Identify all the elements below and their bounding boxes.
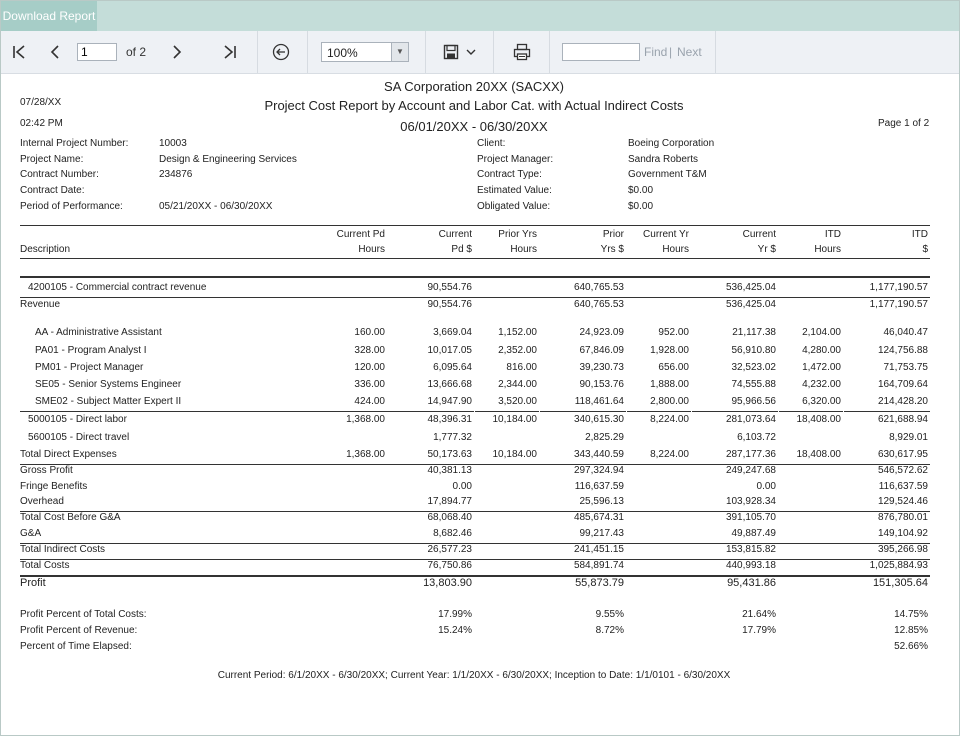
info-value: Sandra Roberts bbox=[628, 154, 699, 165]
row-value: 120.00 bbox=[354, 362, 385, 373]
row-value: 49,887.49 bbox=[731, 528, 776, 539]
row-value: 8,224.00 bbox=[650, 414, 689, 425]
row-value: 485,674.31 bbox=[573, 512, 624, 523]
save-icon bbox=[443, 44, 459, 60]
row-value: 621,688.94 bbox=[877, 414, 928, 425]
report-date: 07/28/XX bbox=[20, 97, 62, 108]
info-value: Design & Engineering Services bbox=[159, 154, 297, 165]
info-label: Estimated Value: bbox=[477, 185, 552, 196]
row-value: 640,765.53 bbox=[573, 299, 624, 310]
row-value: 76,750.86 bbox=[427, 560, 472, 571]
find-separator: | bbox=[669, 45, 673, 59]
row-value: 340,615.30 bbox=[573, 414, 624, 425]
rule-gap bbox=[626, 410, 627, 415]
row-value: 4,232.00 bbox=[802, 379, 841, 390]
page-count-label: of 2 bbox=[126, 45, 147, 59]
rule-gap bbox=[474, 410, 475, 415]
chevron-down-icon: ▼ bbox=[391, 43, 408, 61]
row-value: 103,928.34 bbox=[725, 496, 776, 507]
percent-value: 21.64% bbox=[742, 609, 776, 620]
report-footer: Current Period: 6/1/20XX - 6/30/20XX; Current Year: 1/1/20XX - 6/30/20XX; Inception to Date: 1/1/0101 - 6/30/20XX bbox=[217, 670, 731, 681]
row-value: 25,596.13 bbox=[579, 496, 624, 507]
row-value: 656.00 bbox=[658, 362, 689, 373]
info-value: Government T&M bbox=[628, 169, 707, 180]
info-value: 05/21/20XX - 06/30/20XX bbox=[159, 201, 273, 212]
row-value: 32,523.02 bbox=[731, 362, 776, 373]
info-label: Period of Performance: bbox=[20, 201, 123, 212]
row-value: 952.00 bbox=[658, 327, 689, 338]
row-value: 129,524.46 bbox=[877, 496, 928, 507]
column-header: ITD bbox=[911, 229, 928, 240]
row-rule bbox=[20, 543, 930, 544]
row-rule bbox=[20, 297, 930, 298]
last-page-button[interactable] bbox=[216, 38, 244, 66]
row-value: 1,152.00 bbox=[498, 327, 537, 338]
zoom-select[interactable] bbox=[321, 42, 409, 62]
row-value: 1,368.00 bbox=[346, 414, 385, 425]
zoom-value: 100% bbox=[327, 46, 358, 60]
row-description: Fringe Benefits bbox=[20, 481, 88, 492]
row-value: 816.00 bbox=[506, 362, 537, 373]
row-value: 13,803.90 bbox=[423, 577, 472, 589]
row-value: 1,025,884.93 bbox=[869, 560, 928, 571]
row-value: 116,637.59 bbox=[574, 481, 624, 492]
row-value: 1,368.00 bbox=[346, 449, 385, 460]
row-description: G&A bbox=[20, 528, 42, 539]
row-description: AA - Administrative Assistant bbox=[35, 327, 162, 338]
row-value: 46,040.47 bbox=[883, 327, 928, 338]
column-header: ITD bbox=[824, 229, 841, 240]
row-rule bbox=[20, 511, 930, 512]
info-label: Contract Date: bbox=[20, 185, 85, 196]
row-value: 395,266.98 bbox=[877, 544, 928, 555]
column-header: Yr $ bbox=[757, 244, 776, 255]
row-value: 336.00 bbox=[354, 379, 385, 390]
row-value: 40,381.13 bbox=[427, 465, 472, 476]
row-value: 26,577.23 bbox=[427, 544, 472, 555]
info-label: Project Manager: bbox=[477, 154, 554, 165]
row-value: 1,928.00 bbox=[650, 345, 689, 356]
row-value: 55,873.79 bbox=[575, 577, 624, 589]
row-description: PM01 - Project Manager bbox=[35, 362, 144, 373]
row-value: 343,440.59 bbox=[573, 449, 624, 460]
row-value: 116,637.59 bbox=[878, 481, 928, 492]
back-arrow-icon bbox=[272, 43, 290, 61]
find-text-input[interactable] bbox=[562, 43, 640, 61]
column-header: Pd $ bbox=[451, 244, 472, 255]
page-indicator: Page 1 of 2 bbox=[878, 118, 930, 129]
row-value: 6,103.72 bbox=[737, 432, 776, 443]
row-value: 1,777.32 bbox=[433, 432, 472, 443]
percent-value: 8.72% bbox=[595, 625, 624, 636]
info-value: $0.00 bbox=[628, 201, 654, 212]
row-value: 281,073.64 bbox=[725, 414, 776, 425]
row-value: 2,800.00 bbox=[650, 396, 689, 407]
row-value: 90,554.76 bbox=[427, 282, 472, 293]
section-rule bbox=[20, 276, 930, 278]
row-value: 21,117.38 bbox=[732, 327, 776, 338]
row-value: 391,105.70 bbox=[725, 512, 776, 523]
row-value: 536,425.04 bbox=[725, 299, 776, 310]
export-dropdown-button[interactable] bbox=[461, 38, 481, 66]
report-toolbar bbox=[1, 31, 959, 74]
info-value: 10003 bbox=[159, 138, 187, 149]
info-label: Client: bbox=[477, 138, 506, 149]
row-rule bbox=[20, 411, 930, 412]
percent-value: 9.55% bbox=[595, 609, 624, 620]
row-description: Total Direct Expenses bbox=[20, 449, 117, 460]
row-value: 10,184.00 bbox=[492, 449, 537, 460]
column-header: Current bbox=[438, 229, 472, 240]
percent-label: Profit Percent of Total Costs: bbox=[20, 609, 147, 620]
row-value: 67,846.09 bbox=[579, 345, 624, 356]
row-value: 39,230.73 bbox=[579, 362, 624, 373]
row-value: 10,184.00 bbox=[492, 414, 537, 425]
percent-label: Profit Percent of Revenue: bbox=[20, 625, 138, 636]
row-value: 6,095.64 bbox=[433, 362, 472, 373]
row-value: 18,408.00 bbox=[796, 414, 841, 425]
row-description: PA01 - Program Analyst I bbox=[35, 345, 147, 356]
row-value: 50,173.63 bbox=[427, 449, 472, 460]
row-value: 1,472.00 bbox=[802, 362, 841, 373]
toolbar-divider bbox=[425, 31, 426, 73]
row-value: 8,224.00 bbox=[650, 449, 689, 460]
company-name: SA Corporation 20XX (SACXX) bbox=[384, 79, 564, 94]
row-value: 99,217.43 bbox=[579, 528, 624, 539]
row-value: 164,709.64 bbox=[877, 379, 928, 390]
row-value: 18,408.00 bbox=[796, 449, 841, 460]
column-header: Yrs $ bbox=[600, 244, 624, 255]
row-value: 8,682.46 bbox=[433, 528, 472, 539]
info-label: Internal Project Number: bbox=[20, 138, 129, 149]
row-value: 2,825.29 bbox=[585, 432, 624, 443]
row-value: 4,280.00 bbox=[802, 345, 841, 356]
row-value: 287,177.36 bbox=[725, 449, 776, 460]
header-bottom-rule bbox=[20, 258, 930, 259]
top-bar bbox=[1, 1, 959, 31]
chevron-down-icon bbox=[465, 46, 477, 58]
download-report-tab[interactable]: Download Report bbox=[1, 1, 97, 31]
row-value: 151,305.64 bbox=[872, 577, 928, 589]
row-value: 17,894.77 bbox=[427, 496, 472, 507]
row-value: 8,929.01 bbox=[889, 432, 928, 443]
info-label: Contract Number: bbox=[20, 169, 99, 180]
percent-label: Percent of Time Elapsed: bbox=[20, 641, 132, 652]
first-page-icon bbox=[11, 44, 27, 60]
row-value: 3,520.00 bbox=[498, 396, 537, 407]
row-value: 630,617.95 bbox=[877, 449, 928, 460]
row-value: 640,765.53 bbox=[573, 282, 624, 293]
row-description: Revenue bbox=[20, 299, 61, 310]
toolbar-divider bbox=[715, 31, 716, 73]
toolbar-divider bbox=[257, 31, 258, 73]
row-value: 3,669.04 bbox=[433, 327, 472, 338]
row-description: Total Cost Before G&A bbox=[20, 512, 121, 523]
report-page bbox=[0, 74, 960, 734]
row-value: 2,344.00 bbox=[498, 379, 537, 390]
percent-value: 17.79% bbox=[742, 625, 776, 636]
chevron-left-icon bbox=[47, 44, 63, 60]
row-value: 124,756.88 bbox=[877, 345, 928, 356]
row-description: Gross Profit bbox=[20, 465, 73, 476]
report-time: 02:42 PM bbox=[20, 118, 63, 129]
rule-gap bbox=[843, 410, 844, 415]
row-value: 95,431.86 bbox=[727, 577, 776, 589]
row-value: 876,780.01 bbox=[877, 512, 928, 523]
row-value: 249,247.68 bbox=[725, 465, 776, 476]
row-rule bbox=[20, 575, 930, 577]
row-value: 10,017.05 bbox=[427, 345, 472, 356]
info-label: Project Name: bbox=[20, 154, 84, 165]
row-value: 74,555.88 bbox=[731, 379, 776, 390]
row-value: 584,891.74 bbox=[573, 560, 624, 571]
row-value: 0.00 bbox=[756, 481, 776, 492]
row-value: 546,572.62 bbox=[877, 465, 928, 476]
row-value: 0.00 bbox=[452, 481, 472, 492]
percent-value: 12.85% bbox=[894, 625, 928, 636]
row-description: 5600105 - Direct travel bbox=[28, 432, 130, 443]
info-label: Contract Type: bbox=[477, 169, 542, 180]
percent-value: 17.99% bbox=[438, 609, 472, 620]
row-value: 2,352.00 bbox=[498, 345, 537, 356]
toolbar-divider bbox=[307, 31, 308, 73]
report-period: 06/01/20XX - 06/30/20XX bbox=[400, 119, 548, 134]
column-header: $ bbox=[922, 244, 928, 255]
row-value: 297,324.94 bbox=[573, 465, 624, 476]
row-value: 214,428.20 bbox=[877, 396, 928, 407]
row-value: 149,104.92 bbox=[877, 528, 928, 539]
row-rule bbox=[20, 559, 930, 560]
row-value: 14,947.90 bbox=[427, 396, 472, 407]
row-value: 71,753.75 bbox=[883, 362, 928, 373]
row-description: SE05 - Senior Systems Engineer bbox=[35, 379, 182, 390]
toolbar-divider bbox=[549, 31, 550, 73]
column-header: Current Yr bbox=[643, 229, 689, 240]
rule-gap bbox=[691, 410, 692, 415]
row-description: Overhead bbox=[20, 496, 64, 507]
header-top-rule bbox=[20, 225, 930, 226]
row-description: Profit bbox=[20, 577, 46, 589]
row-value: 424.00 bbox=[354, 396, 385, 407]
info-value: 234876 bbox=[159, 169, 193, 180]
row-value: 56,910.80 bbox=[731, 345, 776, 356]
column-header: Prior Yrs bbox=[498, 229, 537, 240]
find-next-button[interactable]: Next bbox=[677, 45, 702, 59]
column-header: Hours bbox=[510, 244, 537, 255]
row-rule bbox=[20, 464, 930, 465]
rule-gap bbox=[539, 410, 540, 415]
column-header: Hours bbox=[814, 244, 841, 255]
column-header: Current Pd bbox=[336, 229, 385, 240]
column-header: Prior bbox=[602, 229, 624, 240]
toolbar-divider bbox=[493, 31, 494, 73]
info-label: Obligated Value: bbox=[477, 201, 551, 212]
find-button[interactable]: Find bbox=[644, 45, 668, 59]
percent-value: 15.24% bbox=[438, 625, 472, 636]
chevron-right-icon bbox=[169, 44, 185, 60]
info-value: Boeing Corporation bbox=[628, 138, 715, 149]
row-value: 24,923.09 bbox=[579, 327, 624, 338]
row-value: 1,177,190.57 bbox=[869, 299, 928, 310]
row-value: 2,104.00 bbox=[802, 327, 841, 338]
row-value: 536,425.04 bbox=[725, 282, 776, 293]
row-value: 13,666.68 bbox=[427, 379, 472, 390]
report-title: Project Cost Report by Account and Labor Cat. with Actual Indirect Costs bbox=[264, 98, 684, 113]
next-page-button[interactable] bbox=[163, 38, 191, 66]
row-description: SME02 - Subject Matter Expert II bbox=[35, 396, 182, 407]
previous-page-button[interactable] bbox=[41, 38, 69, 66]
row-description: Total Costs bbox=[20, 560, 70, 571]
row-value: 95,966.56 bbox=[731, 396, 776, 407]
back-button[interactable] bbox=[267, 38, 295, 66]
row-value: 90,554.76 bbox=[427, 299, 472, 310]
row-value: 90,153.76 bbox=[579, 379, 624, 390]
last-page-icon bbox=[222, 44, 238, 60]
page-number-input[interactable] bbox=[77, 43, 117, 61]
print-button[interactable] bbox=[508, 38, 536, 66]
column-header: Hours bbox=[358, 244, 385, 255]
row-value: 48,396.31 bbox=[427, 414, 472, 425]
row-value: 6,320.00 bbox=[802, 396, 841, 407]
row-value: 153,815.82 bbox=[725, 544, 776, 555]
printer-icon bbox=[513, 43, 531, 61]
row-value: 118,461.64 bbox=[574, 396, 624, 407]
column-header: Hours bbox=[662, 244, 689, 255]
row-value: 1,177,190.57 bbox=[869, 282, 928, 293]
row-value: 241,451.15 bbox=[573, 544, 624, 555]
info-value: $0.00 bbox=[628, 185, 654, 196]
column-header: Description bbox=[20, 244, 71, 255]
row-value: 328.00 bbox=[354, 345, 385, 356]
row-description: Total Indirect Costs bbox=[20, 544, 106, 555]
rule-gap bbox=[778, 410, 779, 415]
row-description: 4200105 - Commercial contract revenue bbox=[28, 282, 207, 293]
row-description: 5000105 - Direct labor bbox=[28, 414, 127, 425]
row-value: 68,068.40 bbox=[427, 512, 472, 523]
column-header: Current bbox=[742, 229, 776, 240]
row-value: 1,888.00 bbox=[650, 379, 689, 390]
percent-value: 14.75% bbox=[894, 609, 928, 620]
first-page-button[interactable] bbox=[5, 38, 33, 66]
percent-value: 52.66% bbox=[894, 641, 928, 652]
row-value: 160.00 bbox=[354, 327, 385, 338]
row-value: 440,993.18 bbox=[725, 560, 776, 571]
